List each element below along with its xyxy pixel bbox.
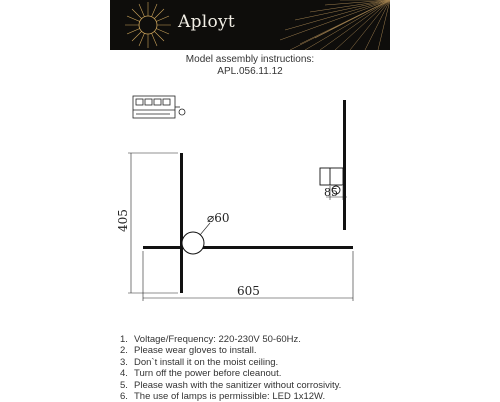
front-view [143,153,353,293]
width-label: 605 [237,284,260,298]
height-label: 405 [116,209,130,232]
diameter-label: ⌀60 [207,211,230,225]
document-title: Model assembly instructions: [185,54,315,65]
list-item: 3. Don`t install it on the moist ceiling. [120,356,279,368]
height-dimension [128,153,178,293]
instructions-list [120,334,341,402]
list-item: 1. Voltage/Frequency: 220-230V 50-60Hz. [120,334,301,345]
list-item: 6. The use of lamps is permissible: LED 1x12W. [120,391,326,402]
terminal-block-icon [133,96,185,118]
list-item: 2. Please wear gloves to install. [120,345,257,357]
brand-logo-text: Aployt [178,12,236,32]
side-view [320,100,346,230]
list-item: 5. Please wash with the sanitizer without corrosivity. [120,379,342,391]
list-item: 4. Turn off the power before cleanout. [120,368,282,380]
depth-label: 85 [324,186,338,199]
model-number: APL.056.11.12 [217,66,283,77]
